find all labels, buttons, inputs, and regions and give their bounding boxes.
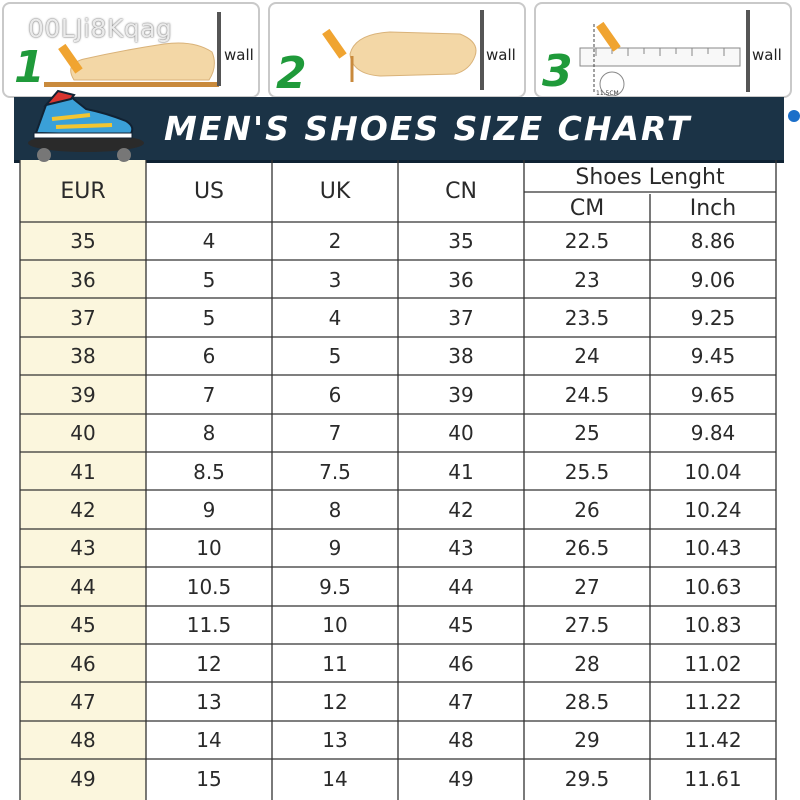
cell-eur: 35 xyxy=(70,229,96,254)
size-chart-table xyxy=(0,160,800,800)
header-cm: CM xyxy=(569,195,605,221)
cell-us: 7 xyxy=(202,382,216,407)
cell-uk: 4 xyxy=(328,305,342,330)
cell-cm: 27 xyxy=(574,574,600,599)
cell-us: 5 xyxy=(202,305,216,330)
measure-tag: 11.5CM xyxy=(596,90,619,97)
cell-inch: 9.25 xyxy=(690,305,736,330)
cell-cm: 24 xyxy=(574,344,600,369)
header-eur: EUR xyxy=(60,178,106,204)
header-inch: Inch xyxy=(689,195,737,221)
cell-cn: 35 xyxy=(448,229,474,254)
cell-cm: 25.5 xyxy=(564,459,610,484)
cell-eur: 36 xyxy=(70,267,96,292)
cell-us: 11.5 xyxy=(186,613,232,638)
header-shoes-length: Shoes Lenght xyxy=(575,164,725,190)
cell-eur: 46 xyxy=(70,651,96,676)
cell-cn: 39 xyxy=(448,382,474,407)
cell-cm: 26.5 xyxy=(564,536,610,561)
cell-uk: 9.5 xyxy=(319,574,351,599)
cell-cn: 36 xyxy=(448,267,474,292)
cell-eur: 49 xyxy=(70,766,96,791)
cell-uk: 3 xyxy=(328,267,342,292)
cell-us: 8.5 xyxy=(193,459,225,484)
cell-uk: 12 xyxy=(322,689,348,714)
step-3-number: 3 xyxy=(542,46,573,97)
cell-cn: 46 xyxy=(448,651,474,676)
cell-inch: 9.45 xyxy=(690,344,736,369)
cell-eur: 45 xyxy=(70,613,96,638)
sneaker-skateboard-icon xyxy=(16,85,146,170)
cell-cn: 37 xyxy=(448,305,474,330)
cell-cm: 28 xyxy=(574,651,600,676)
step-3-panel xyxy=(534,2,792,98)
cell-inch: 11.22 xyxy=(684,689,742,714)
cell-cn: 44 xyxy=(448,574,474,599)
cell-cn: 38 xyxy=(448,344,474,369)
cell-uk: 13 xyxy=(322,728,348,753)
cell-cm: 23.5 xyxy=(564,305,610,330)
cell-cn: 41 xyxy=(448,459,474,484)
step-2-panel xyxy=(268,2,526,98)
cell-eur: 38 xyxy=(70,344,96,369)
cell-us: 14 xyxy=(196,728,222,753)
cell-inch: 10.63 xyxy=(684,574,742,599)
cell-inch: 11.02 xyxy=(684,651,742,676)
cell-cn: 47 xyxy=(448,689,474,714)
cell-cn: 40 xyxy=(448,421,474,446)
step-2-number: 2 xyxy=(276,48,307,98)
cell-cm: 28.5 xyxy=(564,689,610,714)
cell-cm: 24.5 xyxy=(564,382,610,407)
page-title: MEN'S SHOES SIZE CHART xyxy=(164,109,692,148)
cell-us: 13 xyxy=(196,689,222,714)
cell-uk: 6 xyxy=(328,382,342,407)
cell-cm: 26 xyxy=(574,497,600,522)
cell-uk: 8 xyxy=(328,497,342,522)
step-2-wall-label: wall xyxy=(486,46,516,64)
cell-eur: 47 xyxy=(70,689,96,714)
cell-eur: 41 xyxy=(70,459,96,484)
cell-cm: 22.5 xyxy=(564,229,610,254)
cell-us: 15 xyxy=(196,766,222,791)
cell-cm: 23 xyxy=(574,267,600,292)
cell-inch: 9.06 xyxy=(690,267,736,292)
header-cn: CN xyxy=(445,178,477,204)
cell-eur: 43 xyxy=(70,536,96,561)
cell-uk: 14 xyxy=(322,766,348,791)
cell-uk: 11 xyxy=(322,651,348,676)
cell-inch: 10.83 xyxy=(684,613,742,638)
cell-eur: 48 xyxy=(70,728,96,753)
cell-inch: 10.24 xyxy=(684,497,742,522)
step-3-wall-label: wall xyxy=(752,46,782,64)
cell-cn: 48 xyxy=(448,728,474,753)
cell-cn: 49 xyxy=(448,766,474,791)
watermark-text: 00LJi8Kqag xyxy=(28,14,173,43)
cell-us: 12 xyxy=(196,651,222,676)
cell-us: 5 xyxy=(202,267,216,292)
cell-inch: 10.43 xyxy=(684,536,742,561)
cell-inch: 9.65 xyxy=(690,382,736,407)
cell-us: 4 xyxy=(202,229,216,254)
header-us: US xyxy=(193,178,225,204)
cell-inch: 11.61 xyxy=(684,766,742,791)
cell-cm: 29 xyxy=(574,728,600,753)
cell-cm: 29.5 xyxy=(564,766,610,791)
step-1-number: 1 xyxy=(14,42,45,93)
cell-cn: 42 xyxy=(448,497,474,522)
header-uk: UK xyxy=(319,178,351,204)
cell-uk: 9 xyxy=(328,536,342,561)
cell-eur: 40 xyxy=(70,421,96,446)
cell-uk: 2 xyxy=(328,229,342,254)
cell-cn: 45 xyxy=(448,613,474,638)
cell-uk: 7 xyxy=(328,421,342,446)
cell-uk: 10 xyxy=(322,613,348,638)
cell-uk: 7.5 xyxy=(319,459,351,484)
cell-us: 6 xyxy=(202,344,216,369)
cell-us: 10.5 xyxy=(186,574,232,599)
cell-eur: 39 xyxy=(70,382,96,407)
cell-eur: 44 xyxy=(70,574,96,599)
cell-us: 10 xyxy=(196,536,222,561)
cell-inch: 10.04 xyxy=(684,459,742,484)
cell-inch: 9.84 xyxy=(690,421,736,446)
cell-inch: 11.42 xyxy=(684,728,742,753)
cell-eur: 42 xyxy=(70,497,96,522)
cell-cm: 25 xyxy=(574,421,600,446)
cell-us: 8 xyxy=(202,421,216,446)
cell-eur: 37 xyxy=(70,305,96,330)
cell-cn: 43 xyxy=(448,536,474,561)
step-1-wall-label: wall xyxy=(224,46,254,64)
cell-uk: 5 xyxy=(328,344,342,369)
cell-cm: 27.5 xyxy=(564,613,610,638)
cell-us: 9 xyxy=(202,497,216,522)
cell-inch: 8.86 xyxy=(690,229,736,254)
